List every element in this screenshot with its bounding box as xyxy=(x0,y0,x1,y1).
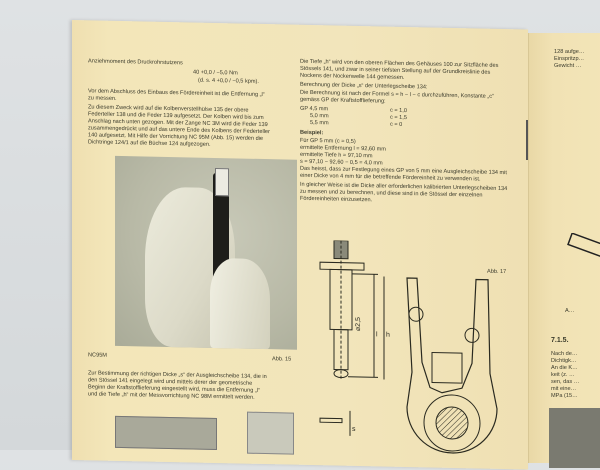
text-line: 128 aufge… xyxy=(554,49,585,55)
right-page-partial xyxy=(528,33,600,463)
paragraph-3 xyxy=(88,370,270,403)
gp-table xyxy=(300,105,510,130)
example-line: ermittelte Tiefe h = 97,10 mm xyxy=(300,151,373,160)
next-page-photo xyxy=(549,408,600,468)
torque-label: Anziehmoment des Druckrohrstutzens xyxy=(88,58,183,67)
paragraph: Zu diesem Zweck wird auf die Kolbenverstellhülse 135 der obere Federteller 138 und die Feder 139 aufgesetzt. Der Kolben wird bis zum Anschlag nach unten gezogen. Mit der Zange NC 3M wird die Feder 139 zusammengedrückt und auf das untere Ende des Kolbens der Federteller 140 aufgesetzt. Mit Hilfe der Vorrichtung NC 95M (Abb. 15) werden die Dichtringe 124/1 auf die Büchse 124 aufgezogen. xyxy=(88,103,270,148)
text-line: Nach de… xyxy=(551,351,578,357)
left-paragraphs xyxy=(88,88,270,151)
next-page-figure-label: A… xyxy=(565,308,575,314)
paragraph: Die Berechnung ist nach der Formel s = h − l − c durchzuführen, Konstante „c“ gemäss GP der Kraftstofflieferung: xyxy=(300,89,494,105)
paragraph: Vor dem Abschluss des Einbaus des Fördereinheit ist die Entfernung „l“ zu messen. xyxy=(88,88,265,102)
example-line: ermittelte Entfernung l = 92,60 mm xyxy=(300,144,386,153)
text-line: MPa (15… xyxy=(551,393,578,399)
photo-measuring-device xyxy=(115,416,217,450)
calc-heading: Berechnung der Dicke „s“ der Unterlegscheibe 134: xyxy=(300,81,428,90)
label-s: s xyxy=(352,425,356,433)
label-diameter: ⌀2,5 xyxy=(355,316,362,332)
paragraph: Zur Bestimmung der richtigen Dicke „s“ der Ausgleichscheibe 134, die in den Stössel 141 eingelegt wird und mittels derer der geometrische Beginn der Kraftstofflieferung eingestellt wird, muss die Entfernung „l“ und die Tiefe „h“ mit der Messvorrichtung NC 98M ermittelt werden. xyxy=(88,370,267,401)
photo-nc95m-tool-in-hands xyxy=(115,156,297,350)
left-page xyxy=(72,20,528,470)
hand-right xyxy=(210,258,270,349)
right-column-text xyxy=(300,59,510,208)
paragraph: Die Tiefe „h“ wird von den oberen Flächen des Gehäuses 100 zur Sitzfläche des Stössels 141, und zwar in seiner tiefsten Stellung auf der Grundkreislinie des Nockens der Nockenwelle 144 gemessen. xyxy=(300,58,499,81)
paragraph: Das heisst, dass zur Festlegung eines GP von 5 mm eine Ausgleichscheibe 134 mit einer Dicke von 4 mm für die betreffende Fördereinheit zu verwenden ist. xyxy=(300,165,507,183)
tool-top xyxy=(215,168,229,196)
torque-nm: 40 +0,0 / −5,0 Nm xyxy=(193,69,238,76)
figure-number-15: Abb. 15 xyxy=(272,356,292,363)
text-line: Einspritzp… xyxy=(554,56,585,62)
photo-measuring-device-2 xyxy=(247,412,294,455)
gp-row: 5,0 mm c = 1,5 xyxy=(310,112,407,121)
paragraph: In gleicher Weise ist die Dicke aller erforderlichen kalibrierten Unterlegscheiben 134 zu messen und zu berechnen, und diese sind in die Stössel der einzelnen Fördereinheiten einzusetzen. xyxy=(300,181,508,203)
next-page-text-bottom xyxy=(551,351,600,400)
label-h: h xyxy=(386,331,390,339)
part-drawing-icon xyxy=(567,233,600,263)
next-page-text-top xyxy=(554,49,600,70)
text-line: Gewicht … xyxy=(554,63,582,69)
text-line: An die K… xyxy=(551,365,578,371)
gp-row: GP 4,5 mm c = 1,0 xyxy=(300,105,407,114)
figure-caption-left: NC95M xyxy=(88,352,107,359)
technical-drawing-abb-17 xyxy=(312,240,512,464)
gp-row: 5,5 mm c = 0 xyxy=(310,119,403,128)
example-heading: Beispiel: xyxy=(300,129,324,136)
text-line: mit eine… xyxy=(551,386,577,392)
example-line: s = 97,10 − 92,60 − 0,5 = 4,0 mm xyxy=(300,158,383,167)
text-line: sen, das … xyxy=(551,379,580,385)
torque-spec xyxy=(88,58,266,87)
text-line: keit (z. … xyxy=(551,372,575,378)
torque-kpm: (d. s. 4 +0,0 / −0,5 kpm). xyxy=(198,77,259,85)
figure-number-17: Abb. 17 xyxy=(487,268,507,276)
example-line: Für GP 5 mm (c = 0,5) xyxy=(300,137,356,145)
text-line: Dichtigk… xyxy=(551,358,577,364)
staple xyxy=(526,120,528,160)
section-number: 7.1.5. xyxy=(551,337,569,344)
label-l: l xyxy=(376,331,378,339)
